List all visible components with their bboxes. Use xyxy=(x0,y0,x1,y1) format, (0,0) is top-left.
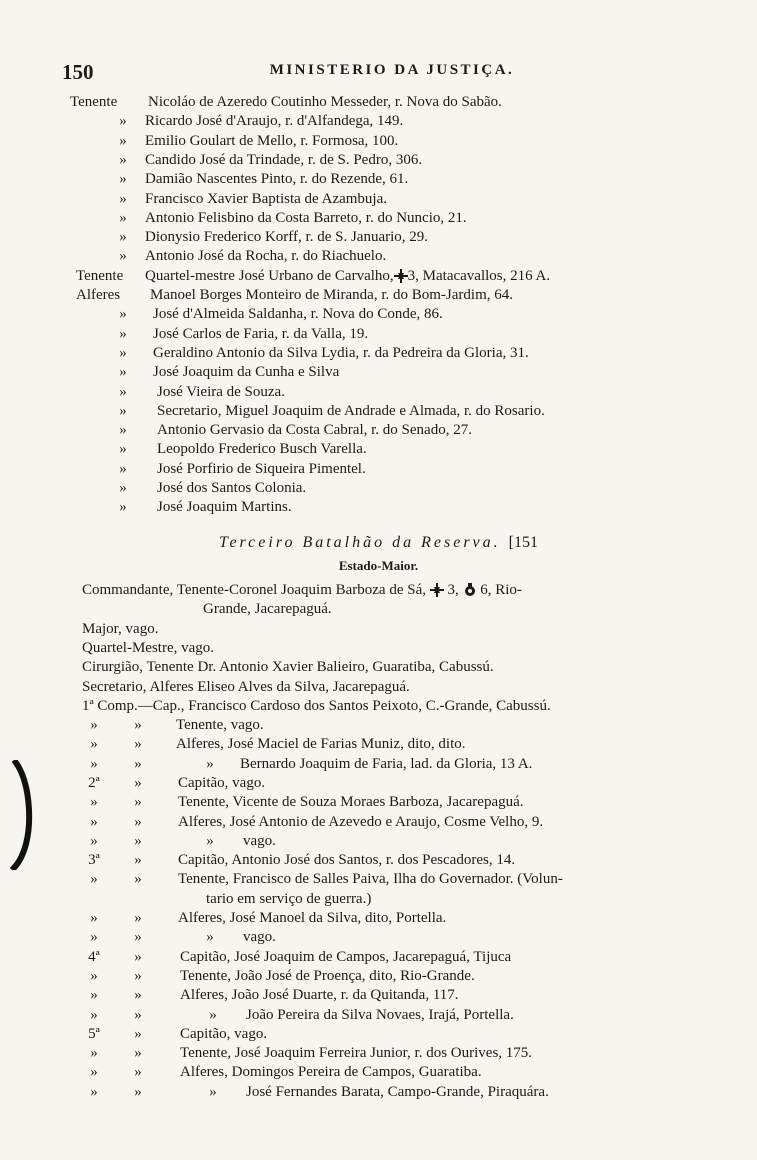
document-page: 150 MINISTERIO DA JUSTIÇA. Tenente Nicoláo de Azeredo Coutinho Messeder, r. Nova do Sabão. » Ricardo José d'Araujo, r. d'Alfandega, 149. » Emilio Goulart de Mello, r. Formosa, 100. » Candido José da Trindade, r. de S. Pedro, 306. » Damião Nascentes Pinto, r. do Rezende, 61. » Francisco Xavier Baptista de Azambuja. » Antonio Felisbino da Costa Barreto, r. do Nuncio, 21. » Dionysio Frederico Korff, r. de S. Januario, 29. » Antonio José da Rocha, r. do Riachuelo. Tenente Quartel-mestre José Urbano de Carvalho, 3, Matacavallos, 216 A. Alferes Manoel Borges Monteiro de Miranda, r. do Bom-Jardim, 64. » José d'Almeida Saldanha, r. Nova do Conde, 86. » José Carlos de Faria, r. da Valla, 19. » Geraldino Antonio da Silva Lydia, r. da Pedreira da Gloria, 31. » José Joaquim da Cunha e Silva » José Vieira de Souza. » Secretario, Miguel Joaquim de Andrade e Almada, r. do Rosario. » Antonio Gervasio da Costa Cabral, r. do Senado, 27. » Leopoldo Frederico Busch Varella. » José Porfirio de Siqueira Pimentel. » José dos Santos Colonia. » José Joaquim Martins. Terceiro Batalhão da Reserva. [151 Estado-Maior. Commandante, Tenente-Coronel Joaquim Barboza de Sá, 3, 6, Rio- Grande, Jacarepaguá. Major, vago. Quartel-Mestre, vago. Cirurgião, Tenente Dr. Antonio Xavier Balieiro, Guaratiba, Cabussú. Secretario, Alferes Eliseo Alves da Silva, Jacarepaguá. 1ª Comp.—Cap., Francisco Cardoso dos Santos Peixoto, C.-Grande, Cabussú. » » Tenente, vago. » » Alferes, José Maciel de Farias Muniz, dito, dito. » » » Bernardo Joaquim de Faria, lad. da Gloria, 13 A. 2ª » Capitão, vago. » » Tenente, Vicente de Souza Moraes Barboza, Jacarepaguá. » » Alferes, José Antonio de Azevedo e Araujo, Cosme Velho, 9. » » » vago. 3ª » Capitão, Antonio José dos Santos, r. dos Pescadores, 14. » » Tenente, Francisco de Salles Paiva, Ilha do Governador. (Volun- tario em serviço de guerra.) » » Alferes, José Manoel da Silva, dito, Portella. » » » vago. 4ª » Capitão, José Joaquim de Campos, Jacarepaguá, Tijuca » » Tenente, João José de Proença, dito, Rio-Grande. » » Alferes, João José Duarte, r. da Quitanda, 117. » » » João Pereira da Silva Novaes, Irajá, Portella. 5ª » Capitão, vago. » » Tenente, José Joaquim Ferreira Junior, r. dos Ourives, 175. » » Alferes, Domingos Pereira de Campos, Guaratiba. » » » José Fernandes Barata, Campo-Grande, Piraquára. xyxy=(0,0,757,1160)
section-title: Terceiro Batalhão da Reserva. [151 xyxy=(219,534,538,551)
page-title: MINISTERIO DA JUSTIÇA. xyxy=(269,62,515,78)
medal-icon xyxy=(463,583,477,597)
page-number: 150 xyxy=(62,60,94,84)
cross-of-order-icon xyxy=(430,583,444,597)
page-header xyxy=(62,60,722,86)
cross-of-order-icon xyxy=(394,269,408,283)
section-reference: [151 xyxy=(508,534,538,551)
binding-shadow xyxy=(8,760,34,870)
section-subheading: Estado-Maior. xyxy=(338,558,419,573)
